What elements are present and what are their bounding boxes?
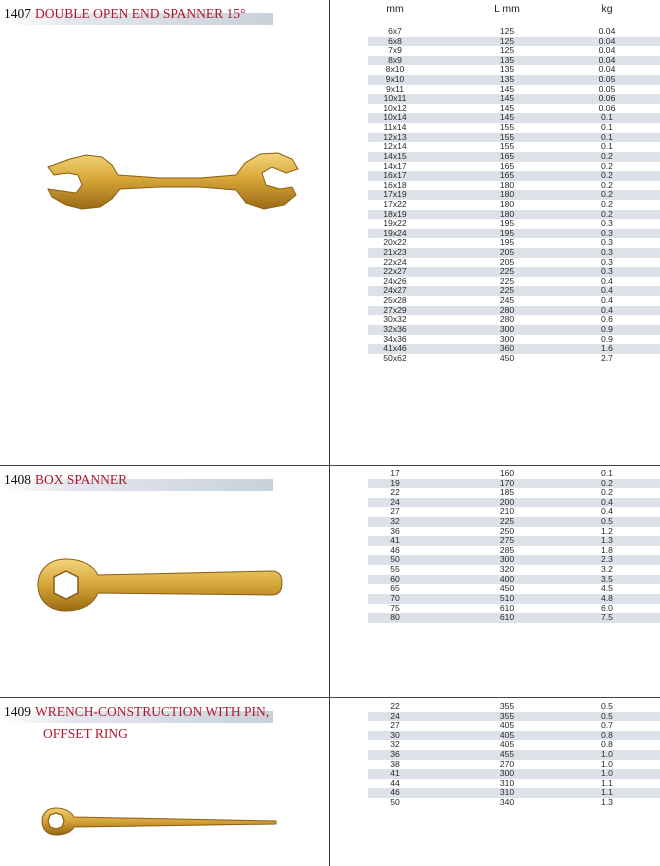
- size-cell: 9x10: [385, 74, 405, 85]
- size-cell: 75: [390, 602, 400, 613]
- table-row: [368, 37, 660, 47]
- size-cell: 34x36: [383, 333, 407, 344]
- weight-cell: 0.3: [601, 218, 613, 229]
- size-cell: 22: [390, 487, 400, 498]
- size-cell: 10x12: [383, 102, 407, 113]
- item-name: WRENCH-CONSTRUCTION WITH PIN,: [35, 704, 270, 719]
- weight-cell: 1.1: [601, 787, 613, 798]
- length-cell: 155: [499, 141, 515, 152]
- length-cell: 210: [499, 506, 515, 517]
- weight-cell: 0.7: [601, 720, 613, 731]
- length-cell: 405: [499, 720, 515, 731]
- table-row: [368, 142, 660, 152]
- size-cell: 24x26: [383, 275, 407, 286]
- weight-cell: 0.2: [601, 487, 613, 498]
- length-cell: 310: [499, 787, 515, 798]
- length-cell: 320: [499, 564, 515, 575]
- construction-wrench-image: [40, 805, 280, 837]
- section-divider: [0, 697, 660, 698]
- weight-cell: 1.0: [601, 768, 613, 779]
- size-cell: 6x7: [388, 26, 402, 36]
- length-cell: 300: [499, 323, 515, 334]
- table-row: [368, 604, 660, 614]
- table-row: [368, 248, 660, 258]
- size-cell: 10x11: [383, 93, 407, 104]
- table-row: [368, 527, 660, 537]
- weight-cell: 1.3: [601, 797, 613, 808]
- size-cell: 8x10: [385, 64, 405, 75]
- weight-cell: 0.1: [601, 141, 613, 152]
- length-cell: 245: [499, 295, 515, 306]
- table-row: [368, 56, 660, 66]
- size-cell: 27x29: [383, 304, 407, 315]
- length-cell: 355: [499, 701, 515, 711]
- table-row: [368, 354, 660, 364]
- table-row: [368, 479, 660, 489]
- weight-cell: 0.04: [598, 35, 616, 46]
- size-cell: 25x28: [383, 295, 407, 306]
- table-row: [368, 740, 660, 750]
- table-row: [368, 75, 660, 85]
- weight-cell: 0.9: [601, 323, 613, 334]
- length-cell: 125: [499, 26, 515, 36]
- size-cell: 7x9: [388, 45, 402, 56]
- table-row: [368, 200, 660, 210]
- length-cell: 400: [499, 573, 515, 584]
- weight-cell: 0.4: [601, 295, 613, 306]
- table-row: [368, 85, 660, 95]
- weight-cell: 0.2: [601, 477, 613, 488]
- size-cell: 14x15: [383, 150, 407, 161]
- size-cell: 24x27: [383, 285, 407, 296]
- weight-cell: 0.2: [601, 208, 613, 219]
- length-cell: 225: [499, 285, 515, 296]
- size-cell: 46: [390, 787, 400, 798]
- table-row: [368, 152, 660, 162]
- weight-cell: 2.7: [601, 352, 613, 363]
- length-cell: 455: [499, 749, 515, 760]
- table-row: [368, 731, 660, 741]
- size-cell: 22: [390, 701, 400, 711]
- size-cell: 10x14: [383, 112, 407, 123]
- table-row: [368, 229, 660, 239]
- table-row: [368, 702, 660, 712]
- size-cell: 19x24: [383, 227, 407, 238]
- weight-cell: 0.2: [601, 150, 613, 161]
- size-cell: 65: [390, 583, 400, 594]
- size-cell: 16x17: [383, 170, 407, 181]
- length-cell: 145: [499, 93, 515, 104]
- length-cell: 610: [499, 602, 515, 613]
- item-code: 1407: [4, 6, 31, 21]
- weight-cell: 0.06: [598, 93, 616, 104]
- weight-cell: 0.5: [601, 701, 613, 711]
- weight-cell: 0.8: [601, 739, 613, 750]
- table-row: [368, 133, 660, 143]
- length-cell: 360: [499, 343, 515, 354]
- length-cell: 225: [499, 275, 515, 286]
- table-row: [368, 488, 660, 498]
- size-cell: 50: [390, 554, 400, 565]
- table-row: [368, 712, 660, 722]
- item-name: DOUBLE OPEN END SPANNER 15°: [35, 6, 246, 21]
- length-cell: 205: [499, 256, 515, 267]
- weight-cell: 0.04: [598, 64, 616, 75]
- size-cell: 22x27: [383, 266, 407, 277]
- size-cell: 17: [390, 468, 400, 478]
- column-divider: [329, 0, 330, 866]
- table-row: [368, 27, 660, 37]
- spec-table-1408: [368, 469, 660, 623]
- length-cell: 405: [499, 729, 515, 740]
- length-cell: 270: [499, 758, 515, 769]
- length-cell: 185: [499, 487, 515, 498]
- table-row: [368, 517, 660, 527]
- table-row: [368, 219, 660, 229]
- size-cell: 17x19: [383, 189, 407, 200]
- length-cell: 355: [499, 710, 515, 721]
- table-row: [368, 258, 660, 268]
- size-cell: 60: [390, 573, 400, 584]
- weight-cell: 7.5: [601, 612, 613, 623]
- weight-cell: 0.5: [601, 710, 613, 721]
- table-row: [368, 286, 660, 296]
- table-row: [368, 594, 660, 604]
- weight-cell: 0.1: [601, 131, 613, 142]
- weight-cell: 0.3: [601, 227, 613, 238]
- length-cell: 200: [499, 496, 515, 507]
- size-cell: 24: [390, 496, 400, 507]
- table-row: [368, 750, 660, 760]
- length-cell: 250: [499, 525, 515, 536]
- table-row: [368, 555, 660, 565]
- length-cell: 280: [499, 314, 515, 325]
- size-cell: 46: [390, 544, 400, 555]
- weight-cell: 1.2: [601, 525, 613, 536]
- table-row: [368, 190, 660, 200]
- length-cell: 510: [499, 592, 515, 603]
- item-code: 1408: [4, 472, 31, 487]
- length-cell: 275: [499, 535, 515, 546]
- item-code: 1409: [4, 704, 31, 719]
- size-cell: 38: [390, 758, 400, 769]
- weight-cell: 6.0: [601, 602, 613, 613]
- table-row: [368, 210, 660, 220]
- table-row: [368, 613, 660, 623]
- length-cell: 170: [499, 477, 515, 488]
- weight-cell: 0.3: [601, 237, 613, 248]
- weight-cell: 0.4: [601, 496, 613, 507]
- length-cell: 195: [499, 227, 515, 238]
- weight-cell: 0.1: [601, 468, 613, 478]
- header-weight: kg: [601, 3, 613, 15]
- length-cell: 195: [499, 237, 515, 248]
- weight-cell: 0.06: [598, 102, 616, 113]
- size-cell: 12x14: [383, 141, 407, 152]
- table-row: [368, 238, 660, 248]
- size-cell: 41: [390, 768, 400, 779]
- size-cell: 21x23: [383, 247, 407, 258]
- weight-cell: 0.5: [601, 516, 613, 527]
- section-divider: [0, 465, 660, 466]
- header-length: L mm: [494, 3, 520, 15]
- weight-cell: 1.1: [601, 777, 613, 788]
- table-row: [368, 779, 660, 789]
- section-title: [4, 6, 245, 22]
- table-row: [368, 584, 660, 594]
- size-cell: 17x22: [383, 198, 407, 209]
- spec-table-1409: [368, 702, 660, 808]
- table-row: [368, 325, 660, 335]
- length-cell: 165: [499, 170, 515, 181]
- length-cell: 180: [499, 189, 515, 200]
- double-open-end-spanner-image: [40, 145, 300, 220]
- weight-cell: 0.6: [601, 314, 613, 325]
- size-cell: 30x32: [383, 314, 407, 325]
- table-row: [368, 344, 660, 354]
- length-cell: 165: [499, 160, 515, 171]
- size-cell: 19: [390, 477, 400, 488]
- size-cell: 41: [390, 535, 400, 546]
- length-cell: 205: [499, 247, 515, 258]
- length-cell: 285: [499, 544, 515, 555]
- size-cell: 24: [390, 710, 400, 721]
- weight-cell: 0.8: [601, 729, 613, 740]
- table-row: [368, 162, 660, 172]
- size-cell: 20x22: [383, 237, 407, 248]
- length-cell: 145: [499, 102, 515, 113]
- table-row: [368, 546, 660, 556]
- table-row: [368, 306, 660, 316]
- weight-cell: 1.0: [601, 749, 613, 760]
- size-cell: 32: [390, 739, 400, 750]
- length-cell: 165: [499, 150, 515, 161]
- size-cell: 16x18: [383, 179, 407, 190]
- table-row: [368, 46, 660, 56]
- table-row: [368, 769, 660, 779]
- length-cell: 180: [499, 208, 515, 219]
- length-cell: 135: [499, 74, 515, 85]
- size-cell: 32: [390, 516, 400, 527]
- size-cell: 6x8: [388, 35, 402, 46]
- length-cell: 405: [499, 739, 515, 750]
- length-cell: 225: [499, 266, 515, 277]
- length-cell: 450: [499, 583, 515, 594]
- box-spanner-image: [36, 555, 286, 615]
- weight-cell: 0.3: [601, 256, 613, 267]
- weight-cell: 0.05: [598, 83, 616, 94]
- table-row: [368, 760, 660, 770]
- spec-table-1407: [368, 27, 660, 363]
- weight-cell: 0.3: [601, 266, 613, 277]
- weight-cell: 0.2: [601, 189, 613, 200]
- weight-cell: 4.5: [601, 583, 613, 594]
- length-cell: 225: [499, 516, 515, 527]
- size-cell: 14x17: [383, 160, 407, 171]
- table-row: [368, 181, 660, 191]
- length-cell: 135: [499, 54, 515, 65]
- length-cell: 145: [499, 83, 515, 94]
- section-title: [4, 472, 127, 488]
- length-cell: 160: [499, 468, 515, 478]
- weight-cell: 0.1: [601, 112, 613, 123]
- size-cell: 22x24: [383, 256, 407, 267]
- size-cell: 36: [390, 749, 400, 760]
- table-row: [368, 171, 660, 181]
- size-cell: 44: [390, 777, 400, 788]
- size-cell: 80: [390, 612, 400, 623]
- length-cell: 300: [499, 333, 515, 344]
- weight-cell: 1.8: [601, 544, 613, 555]
- weight-cell: 3.5: [601, 573, 613, 584]
- size-cell: 27: [390, 506, 400, 517]
- length-cell: 610: [499, 612, 515, 623]
- length-cell: 300: [499, 768, 515, 779]
- weight-cell: 0.9: [601, 333, 613, 344]
- size-cell: 36: [390, 525, 400, 536]
- weight-cell: 0.2: [601, 170, 613, 181]
- weight-cell: 0.3: [601, 247, 613, 258]
- table-row: [368, 104, 660, 114]
- size-cell: 9x11: [386, 83, 404, 94]
- length-cell: 310: [499, 777, 515, 788]
- header-mm: mm: [386, 3, 404, 15]
- size-cell: 32x36: [383, 323, 407, 334]
- table-row: [368, 565, 660, 575]
- table-row: [368, 507, 660, 517]
- length-cell: 125: [499, 35, 515, 46]
- weight-cell: 2.3: [601, 554, 613, 565]
- table-row: [368, 296, 660, 306]
- weight-cell: 0.4: [601, 275, 613, 286]
- length-cell: 450: [499, 352, 515, 363]
- size-cell: 11x14: [383, 122, 407, 133]
- size-cell: 12x13: [383, 131, 407, 142]
- weight-cell: 0.4: [601, 304, 613, 315]
- length-cell: 180: [499, 179, 515, 190]
- item-name: BOX SPANNER: [35, 472, 128, 487]
- weight-cell: 0.2: [601, 160, 613, 171]
- length-cell: 155: [499, 131, 515, 142]
- table-row: [368, 721, 660, 731]
- table-row: [368, 277, 660, 287]
- table-row: [368, 335, 660, 345]
- weight-cell: 0.2: [601, 179, 613, 190]
- weight-cell: 3.2: [601, 564, 613, 575]
- table-row: [368, 788, 660, 798]
- size-cell: 70: [390, 592, 400, 603]
- length-cell: 195: [499, 218, 515, 229]
- weight-cell: 1.0: [601, 758, 613, 769]
- length-cell: 340: [499, 797, 515, 808]
- length-cell: 135: [499, 64, 515, 75]
- length-cell: 300: [499, 554, 515, 565]
- table-row: [368, 123, 660, 133]
- table-row: [368, 575, 660, 585]
- weight-cell: 0.1: [601, 122, 613, 133]
- size-cell: 55: [390, 564, 400, 575]
- weight-cell: 4.8: [601, 592, 613, 603]
- size-cell: 30: [390, 729, 400, 740]
- size-cell: 41x46: [383, 343, 407, 354]
- table-row: [368, 94, 660, 104]
- table-row: [368, 536, 660, 546]
- weight-cell: 1.3: [601, 535, 613, 546]
- weight-cell: 0.04: [598, 26, 616, 36]
- weight-cell: 0.05: [598, 74, 616, 85]
- table-row: [368, 498, 660, 508]
- table-row: [368, 65, 660, 75]
- size-cell: 8x9: [388, 54, 402, 65]
- size-cell: 50: [390, 797, 400, 808]
- size-cell: 19x22: [383, 218, 407, 229]
- length-cell: 125: [499, 45, 515, 56]
- section-title: [4, 704, 269, 720]
- length-cell: 280: [499, 304, 515, 315]
- weight-cell: 0.4: [601, 285, 613, 296]
- table-row: [368, 315, 660, 325]
- size-cell: 27: [390, 720, 400, 731]
- table-row: [368, 267, 660, 277]
- table-row: [368, 113, 660, 123]
- length-cell: 145: [499, 112, 515, 123]
- section-title-line2: OFFSET RING: [43, 726, 128, 741]
- size-cell: 18x19: [383, 208, 407, 219]
- weight-cell: 1.6: [601, 343, 613, 354]
- table-row: [368, 798, 660, 808]
- length-cell: 180: [499, 198, 515, 209]
- size-cell: 50x62: [383, 352, 407, 363]
- weight-cell: 0.2: [601, 198, 613, 209]
- weight-cell: 0.04: [598, 54, 616, 65]
- weight-cell: 0.04: [598, 45, 616, 56]
- weight-cell: 0.4: [601, 506, 613, 517]
- length-cell: 155: [499, 122, 515, 133]
- table-row: [368, 469, 660, 479]
